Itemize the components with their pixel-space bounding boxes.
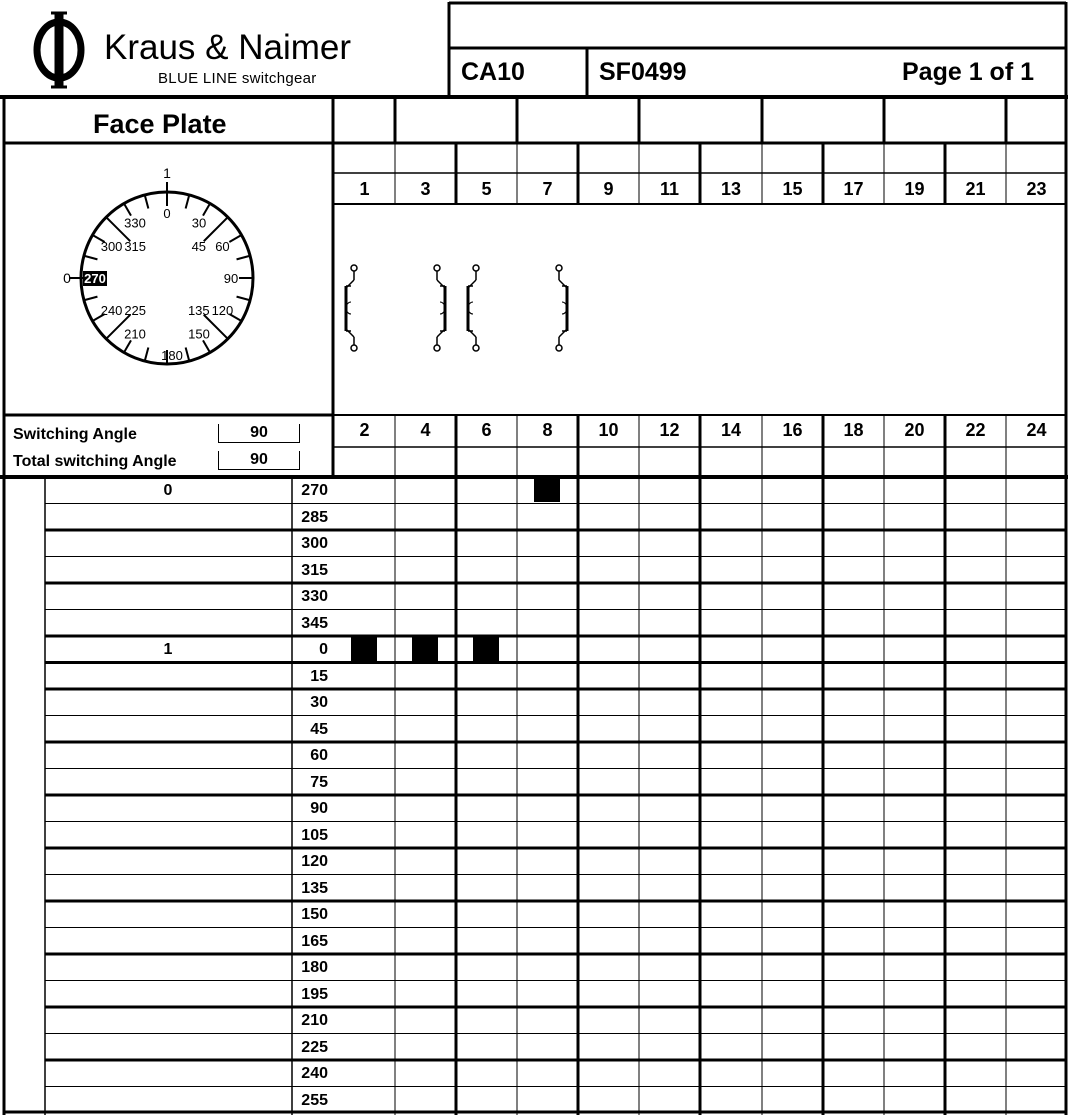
dial-angle-label: 210 <box>124 326 146 342</box>
position-angle: 180 <box>301 959 328 976</box>
position-angle: 255 <box>301 1091 328 1109</box>
dial-angle-selected: 270 <box>84 271 106 286</box>
closed-contact-marker <box>351 637 377 661</box>
contact-element-symbol <box>468 265 479 351</box>
position-angle: 240 <box>301 1065 328 1082</box>
dial-position-0: 0 <box>63 270 71 286</box>
company-tagline: BLUE LINE switchgear <box>158 70 317 87</box>
dial-angle-label: 150 <box>188 326 210 342</box>
dial-tick <box>203 340 210 352</box>
phi-logo <box>18 8 102 92</box>
position-angle: 90 <box>310 800 328 817</box>
contact-number-top: 5 <box>481 179 492 199</box>
dial-tick <box>229 235 241 242</box>
total-switching-angle-label: Total switching Angle <box>13 453 177 470</box>
position-angle: 120 <box>301 853 328 870</box>
dial-tick <box>237 256 251 260</box>
dial-tick <box>186 195 190 209</box>
dial-tick <box>84 256 98 260</box>
contact-number-bottom: 6 <box>481 420 492 440</box>
position-angle: 210 <box>301 1012 328 1029</box>
dial-angle-label: 225 <box>124 302 147 318</box>
dial-angle-label: 315 <box>124 239 147 255</box>
dial-tick <box>145 195 149 209</box>
contact-number-bottom: 20 <box>904 420 925 440</box>
position-angle: 330 <box>301 588 328 605</box>
position-angle: 135 <box>301 879 328 897</box>
switching-angle-value: 90 <box>218 424 300 443</box>
position-angle: 15 <box>310 667 328 685</box>
dial-tick <box>124 340 131 352</box>
total-switching-angle-value: 90 <box>218 451 300 470</box>
dial-tick <box>186 348 190 362</box>
contact-number-bottom: 24 <box>1026 420 1047 440</box>
position-angle: 270 <box>301 482 328 499</box>
contact-element-symbol <box>346 265 357 351</box>
contact-number-top: 11 <box>659 179 680 199</box>
contact-number-bottom: 10 <box>598 420 619 440</box>
dial-angle-label: 135 <box>187 302 210 318</box>
contact-number-bottom: 22 <box>965 420 986 440</box>
face-plate-title: Face Plate <box>93 109 227 139</box>
position-label: 0 <box>163 482 173 499</box>
position-angle: 105 <box>301 826 328 844</box>
closed-contact-marker <box>412 637 438 661</box>
contact-number-bottom: 14 <box>720 420 742 440</box>
dial-angle-label: 0 <box>163 206 171 221</box>
contact-number-top: 23 <box>1026 179 1047 199</box>
position-angle: 30 <box>310 694 328 711</box>
dial-tick <box>203 204 210 216</box>
dial-angle-label: 330 <box>124 215 146 231</box>
contact-element-symbol <box>556 265 567 351</box>
position-angle: 285 <box>301 508 328 526</box>
contact-number-bottom: 2 <box>359 420 370 440</box>
dial-tick <box>145 348 149 362</box>
position-angle: 195 <box>301 985 328 1003</box>
contact-number-bottom: 18 <box>843 420 864 440</box>
position-angle: 150 <box>301 906 328 923</box>
position-angle: 225 <box>301 1038 328 1056</box>
program-number: SF0499 <box>599 58 687 86</box>
dial-tick <box>84 297 98 301</box>
dial-angle-label: 60 <box>215 239 230 254</box>
contact-number-bottom: 12 <box>659 420 680 440</box>
contact-number-top: 17 <box>843 179 864 199</box>
page-indicator: Page 1 of 1 <box>902 58 1034 86</box>
contact-number-bottom: 8 <box>542 420 553 440</box>
contact-number-top: 21 <box>965 179 986 199</box>
dial-angle-label: 300 <box>100 239 123 254</box>
dial-angle-label: 240 <box>100 303 123 318</box>
position-angle: 45 <box>310 720 328 738</box>
position-angle: 315 <box>301 561 328 579</box>
position-angle: 165 <box>301 932 328 950</box>
contact-number-top: 1 <box>359 179 370 199</box>
company-name: Kraus & Naimer <box>104 28 352 67</box>
dial-tick <box>237 297 251 301</box>
contact-number-top: 19 <box>904 179 925 199</box>
contact-number-bottom: 16 <box>782 420 803 440</box>
dial-position-1: 1 <box>163 165 171 181</box>
position-label: 1 <box>163 641 173 658</box>
position-angle: 345 <box>301 614 328 632</box>
dial-tick <box>204 217 228 241</box>
series-code: CA10 <box>461 58 525 86</box>
contact-number-top: 7 <box>542 179 553 199</box>
contact-number-top: 9 <box>603 179 614 199</box>
dial-angle-label: 45 <box>191 239 207 255</box>
face-plate-dial <box>5 150 330 410</box>
position-angle: 60 <box>310 747 328 764</box>
dial-tick <box>124 204 131 216</box>
contact-number-top: 15 <box>782 179 803 199</box>
position-angle: 300 <box>301 535 328 552</box>
contact-element-symbol <box>434 265 445 351</box>
dial-angle-label: 90 <box>223 271 239 286</box>
dial-angle-label: 30 <box>191 215 207 231</box>
contact-number-top: 3 <box>420 179 431 199</box>
closed-contact-marker <box>534 478 560 502</box>
position-angle: 0 <box>319 641 328 658</box>
dial-angle-label: 120 <box>211 303 234 318</box>
dial-angle-label: 180 <box>161 348 183 363</box>
closed-contact-marker <box>473 637 499 661</box>
switching-angle-label: Switching Angle <box>13 426 137 443</box>
contact-number-top: 13 <box>720 179 742 199</box>
contact-number-bottom: 4 <box>420 420 431 440</box>
position-angle: 75 <box>310 773 328 791</box>
